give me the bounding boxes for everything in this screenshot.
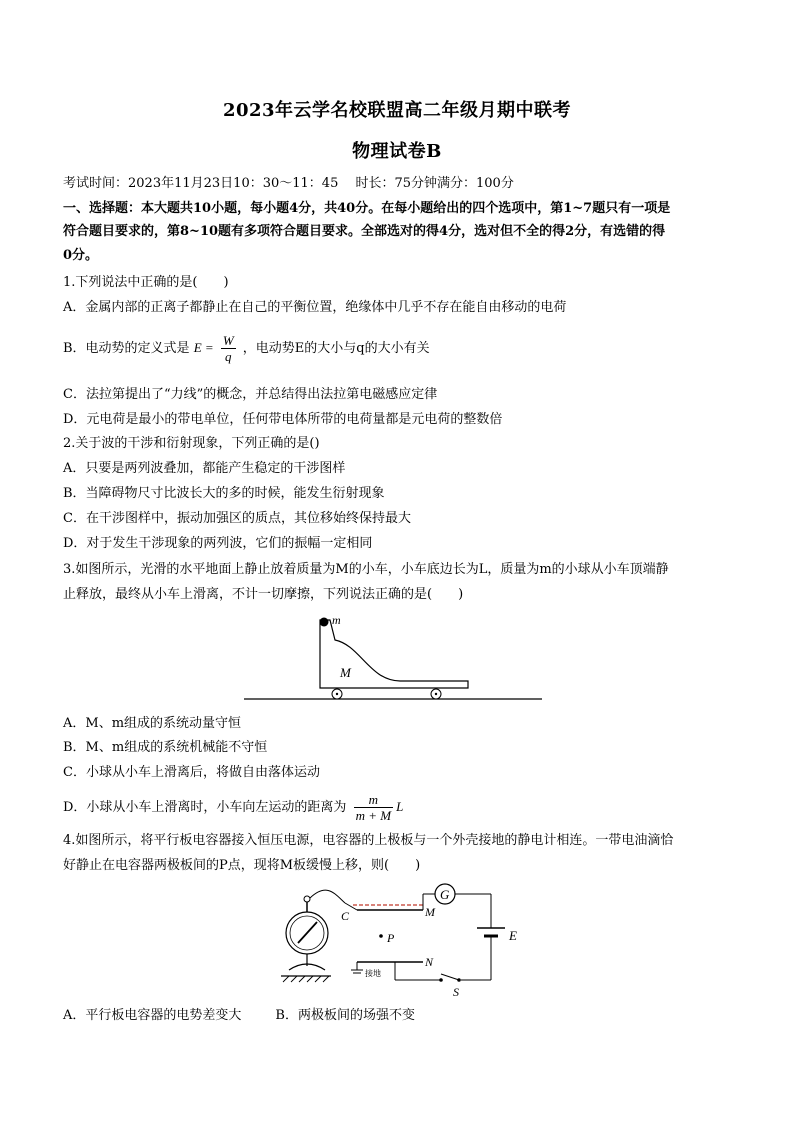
page-title: 2023年云学名校联盟高二年级月期中联考 — [222, 100, 572, 121]
label-ground: 接地 — [365, 969, 381, 978]
q3-distance-numerator: m — [368, 792, 379, 807]
q3-distance-suffix: L — [396, 799, 404, 814]
q1-option-b-suffix: ，电动势E的大小与q的大小有关 — [242, 341, 430, 356]
q3-option-d — [63, 787, 403, 828]
q1-option-b — [63, 330, 430, 367]
ball — [320, 618, 329, 627]
q3-option-c: C．小球从小车上滑离后，将做自由落体运动 — [63, 765, 320, 780]
q3-distance-fraction — [354, 792, 394, 823]
q3-option-d-prefix: D．小球从小车上滑离时，小车向左运动的距离为 — [63, 800, 347, 815]
q1-option-c: C．法拉第提出了“力线”的概念，并总结得出法拉第电磁感应定律 — [63, 387, 438, 402]
q1-formula-denominator: q — [221, 348, 236, 364]
label-N: N — [425, 955, 434, 969]
q3-stem-line-2: 止释放，最终从小车上滑离，不计一切摩擦，下列说法正确的是( ) — [63, 587, 464, 602]
label-M-plate: M — [425, 905, 435, 919]
ground-hatch — [283, 976, 329, 982]
section-intro-line-1: 一、选择题：本大题共10小题，每小题4分，共40分。在每小题给出的四个选项中，第1~7题只有一项是 — [63, 201, 671, 216]
q2-option-c: C．在干涉图样中，振动加强区的质点，其位移始终保持最大 — [63, 511, 411, 526]
q3-option-b: B．M、m组成的系统机械能不守恒 — [63, 740, 268, 755]
q2-stem: 2.关于波的干涉和衍射现象，下列正确的是() — [63, 436, 320, 451]
section-intro-line-2: 符合题目要求的，第8~10题有多项符合题目要求。全部选对的得4分，选对但不全的得2分，有选错的得 — [63, 224, 666, 239]
q2-option-d: D．对于发生干涉现象的两列波，它们的振幅一定相同 — [63, 536, 373, 551]
label-C: C — [341, 909, 350, 923]
q1-formula-lhs: E = — [193, 340, 214, 355]
q4-option-a: A．平行板电容器的电势差变大 — [63, 1008, 242, 1023]
label-M: M — [340, 665, 351, 680]
q3-distance-denominator: m + M — [355, 808, 392, 823]
exam-info: 考试时间：2023年11月23日10：30～11：45 时长：75分钟满分：100分 — [63, 176, 514, 191]
q1-option-a: A．金属内部的正离子都静止在自己的平衡位置，绝缘体中几乎不存在能自由移动的电荷 — [63, 300, 567, 315]
label-m: m — [332, 613, 341, 627]
section-intro-line-3: 0分。 — [63, 248, 99, 263]
q2-option-a: A．只要是两列波叠加，都能产生稳定的干涉图样 — [63, 461, 346, 476]
q4-options-row — [63, 1006, 415, 1026]
q1-option-b-prefix: B．电动势的定义式是 — [63, 341, 190, 356]
q4-option-b: B．两极板间的场强不变 — [275, 1008, 415, 1023]
label-E: E — [509, 928, 517, 943]
label-P: P — [387, 931, 395, 945]
switch-blade — [441, 974, 459, 980]
q1-option-d: D．元电荷是最小的带电单位，任何带电体所带的电荷量都是元电荷的整数倍 — [63, 412, 503, 427]
capacitor-circuit-figure — [265, 878, 530, 1000]
point-P — [379, 934, 383, 938]
page-subtitle: 物理试卷B — [352, 141, 442, 162]
electroscope-needle — [298, 922, 317, 943]
q1-formula-numerator: W — [222, 333, 234, 348]
q1-formula-fraction — [221, 333, 236, 364]
q1-stem: 1.下列说法中正确的是( ) — [63, 275, 229, 290]
q3-option-a: A．M、m组成的系统动量守恒 — [63, 716, 242, 731]
q3-stem-line-1: 3.如图所示，光滑的水平地面上静止放着质量为M的小车，小车底边长为L，质量为m的小球从小车顶端静 — [63, 562, 669, 577]
label-S: S — [453, 985, 459, 999]
electroscope-knob — [304, 896, 310, 902]
cart-ball-figure — [240, 610, 550, 706]
label-G: G — [440, 887, 450, 902]
q4-stem-line-1: 4.如图所示，将平行板电容器接入恒压电源，电容器的上极板与一个外壳接地的静电计相连。一带电油滴恰 — [63, 833, 674, 848]
right-wheel-axle — [435, 693, 437, 695]
left-wheel-axle — [336, 693, 338, 695]
electroscope-wire — [310, 890, 345, 903]
q2-option-b: B．当障碍物尺寸比波长大的多的时候，能发生衍射现象 — [63, 486, 385, 501]
q4-stem-line-2: 好静止在电容器两极板间的P点，现将M板缓慢上移，则( ) — [63, 858, 421, 873]
